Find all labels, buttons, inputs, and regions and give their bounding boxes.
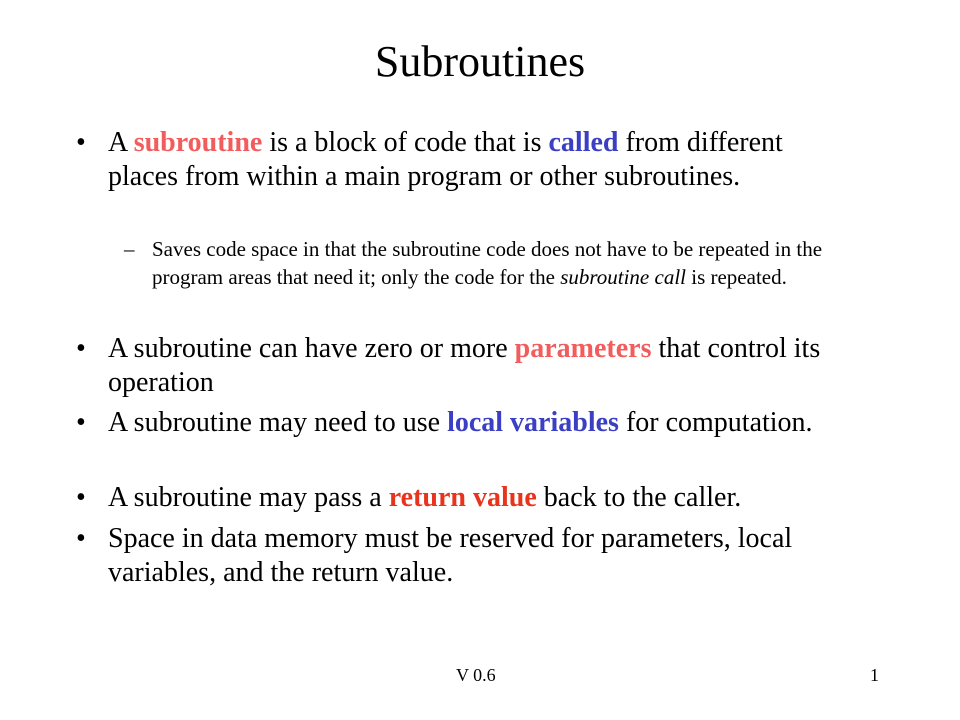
footer-page-number: 1: [870, 665, 879, 685]
keyword-return-value: return value: [388, 482, 537, 513]
bullet-text: [108, 481, 858, 515]
sub-bullet-text-part: is repeated.: [685, 265, 787, 289]
bullet-text-part: for computation.: [618, 407, 813, 438]
footer-version: V 0.6: [456, 665, 496, 685]
bullet-text-part: A: [108, 127, 134, 158]
bullet-marker: •: [76, 523, 86, 554]
bullet-text-part: back to the caller.: [536, 482, 742, 513]
bullet-text-part: is a block of code that is: [262, 127, 549, 158]
slide-title: Subroutines: [374, 37, 586, 86]
bullet-marker: •: [76, 127, 86, 158]
bullet-marker: •: [76, 482, 86, 513]
bullet-text-part: A subroutine may pass a: [108, 482, 389, 513]
bullet-text: Space in data memory must be reserved for parameters, local variables, and the return value.: [108, 523, 793, 588]
bullet-marker: •: [76, 333, 86, 364]
keyword-subroutine: subroutine: [133, 127, 263, 158]
emphasis-subroutine-call: subroutine call: [560, 265, 686, 289]
sub-bullet-marker: –: [124, 237, 135, 261]
keyword-local-variables: local variables: [447, 407, 619, 438]
sub-bullet-text: [152, 235, 872, 291]
bullet-text-part: that control its operation: [108, 333, 821, 398]
bullet-text-part: from different places from within a main program or other subroutines.: [108, 127, 783, 192]
keyword-parameters: parameters: [514, 333, 652, 364]
sub-bullet-text-part: Saves code space in that the subroutine code does not have to be repeated in the program areas that need it; only the code for the: [152, 237, 823, 289]
bullet-text-part: A subroutine can have zero or more: [108, 333, 515, 364]
bullet-text: [108, 332, 858, 400]
bullet-text: [108, 126, 858, 194]
bullet-text: [108, 406, 858, 440]
bullet-text-part: A subroutine may need to use: [108, 407, 448, 438]
keyword-called: called: [548, 127, 619, 158]
bullet-marker: •: [76, 407, 86, 438]
